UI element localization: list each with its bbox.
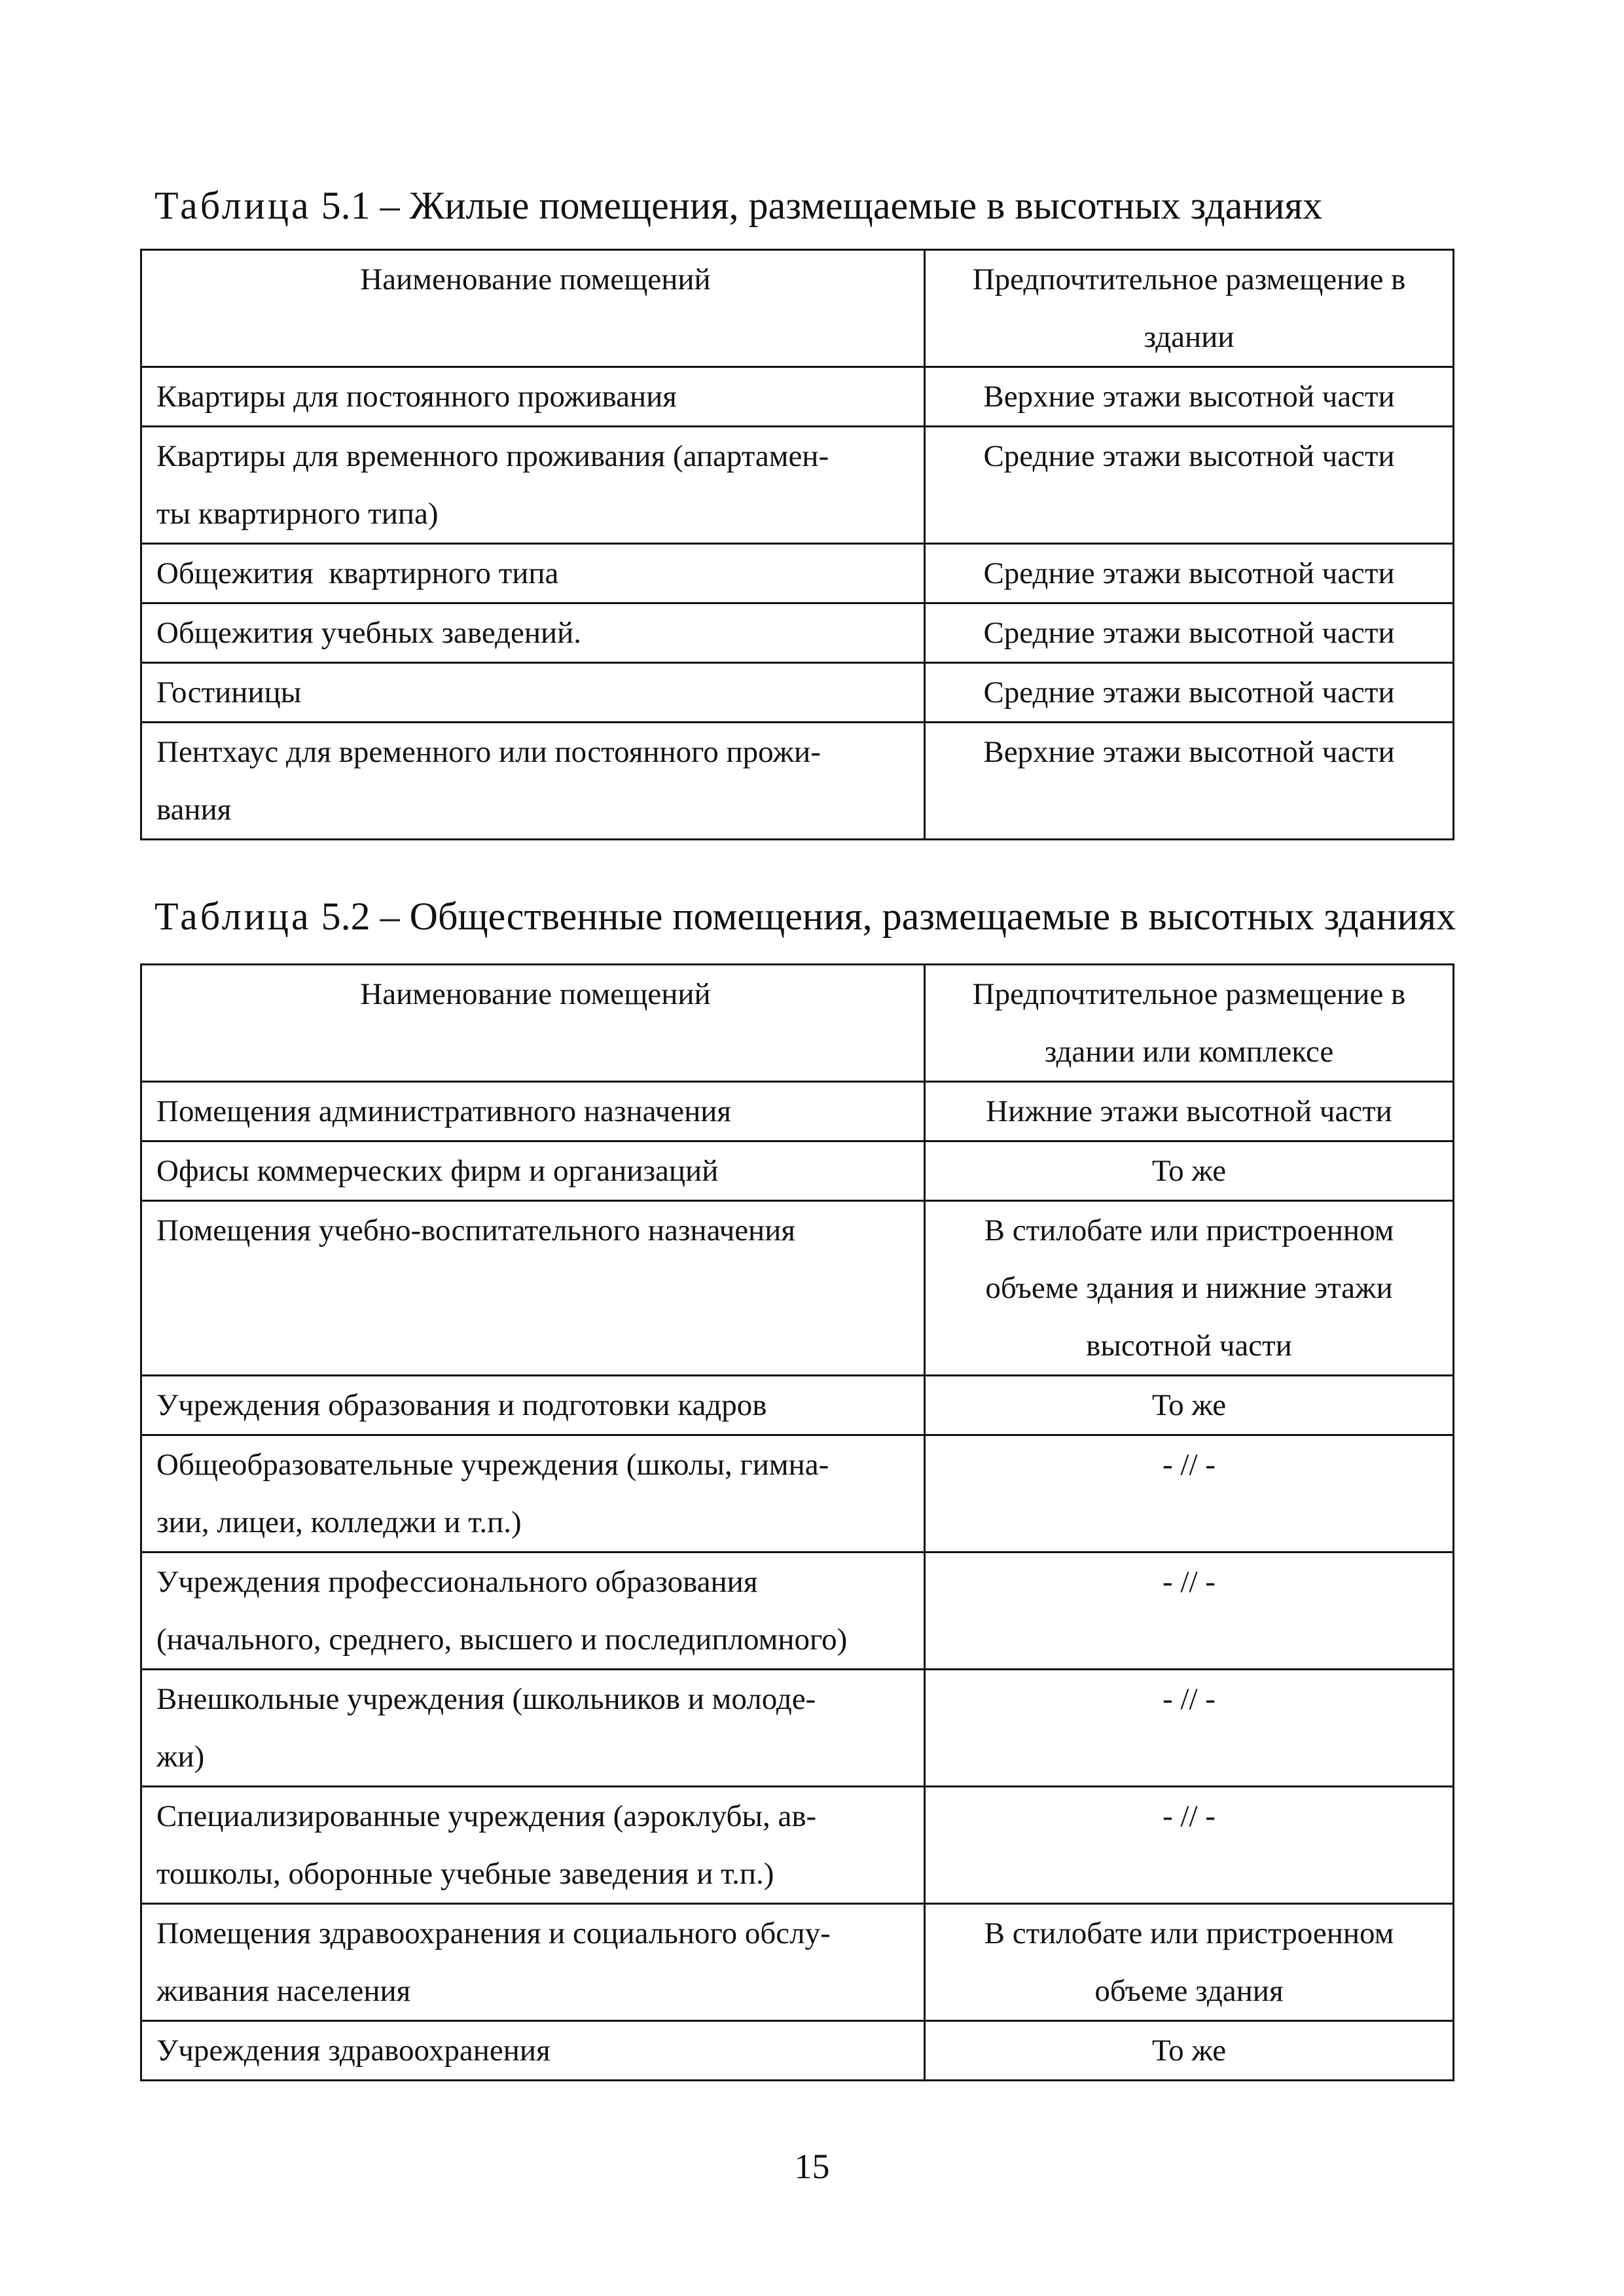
table-row xyxy=(141,367,1454,427)
cell-line: Средние этажи высотной части xyxy=(983,439,1395,473)
cell-line: То же xyxy=(1151,1388,1227,1422)
table-row xyxy=(141,1904,1454,2021)
table-row xyxy=(141,427,1454,544)
cell-line: объеме здания xyxy=(1094,1974,1284,2008)
header-cell-placement xyxy=(925,965,1454,1082)
cell-line: В стилобате или пристроенном xyxy=(984,1916,1394,1950)
cell-line: Средние этажи высотной части xyxy=(983,556,1395,590)
cell-placement xyxy=(925,1141,1454,1201)
cell-line: Нижние этажи высотной части xyxy=(986,1094,1392,1128)
table-1-caption-text: 5.1 – Жилые помещения, размещаемые в высотных зданиях xyxy=(321,184,1323,227)
cell-line: Помещения здравоохранения и социального обслу- xyxy=(156,1916,831,1950)
cell-name xyxy=(141,544,925,603)
cell-line: - // - xyxy=(1163,1448,1216,1482)
header-label-line: Предпочтительное размещение в xyxy=(972,262,1406,296)
cell-placement xyxy=(925,1201,1454,1376)
header-label: Наименование помещений xyxy=(360,977,711,1011)
cell-placement xyxy=(925,663,1454,723)
cell-line: Офисы коммерческих фирм и организаций xyxy=(156,1154,719,1188)
cell-name xyxy=(141,1904,925,2021)
cell-line: То же xyxy=(1151,1154,1227,1188)
header-label-line: здании xyxy=(1144,320,1235,354)
cell-line: объеме здания и нижние этажи xyxy=(985,1271,1393,1305)
page-number: 15 xyxy=(794,2147,830,2186)
cell-placement xyxy=(925,1376,1454,1435)
cell-line: Общеобразовательные учреждения (школы, гимна- xyxy=(156,1448,829,1482)
table-row xyxy=(141,1787,1454,1904)
table-row xyxy=(141,544,1454,603)
cell-placement xyxy=(925,723,1454,840)
cell-placement xyxy=(925,1435,1454,1552)
cell-line: Специализированные учреждения (аэроклубы, ав- xyxy=(156,1799,817,1833)
table-header-row xyxy=(141,250,1454,367)
table-row xyxy=(141,603,1454,663)
cell-line: ты квартирного типа) xyxy=(156,497,439,531)
cell-line: - // - xyxy=(1163,1799,1216,1833)
cell-name xyxy=(141,1552,925,1670)
table-1-caption-label: Таблица xyxy=(154,184,312,227)
cell-line: жи) xyxy=(156,1740,205,1774)
cell-name xyxy=(141,367,925,427)
cell-line: тошколы, оборонные учебные заведения и т.п.) xyxy=(156,1857,774,1891)
cell-line: (начального, среднего, высшего и последипломного) xyxy=(156,1623,848,1657)
cell-line: зии, лицеи, колледжи и т.п.) xyxy=(156,1505,522,1539)
cell-line: Квартиры для временного проживания (апартамен- xyxy=(156,439,829,473)
table-header-row xyxy=(141,965,1454,1082)
table-row xyxy=(141,663,1454,723)
cell-placement xyxy=(925,544,1454,603)
cell-line: Пентхаус для временного или постоянного прожи- xyxy=(156,735,821,769)
cell-line: живания населения xyxy=(156,1974,411,2008)
table-row xyxy=(141,1141,1454,1201)
cell-placement xyxy=(925,427,1454,544)
cell-name xyxy=(141,1435,925,1552)
header-cell-name xyxy=(141,965,925,1082)
cell-placement xyxy=(925,1082,1454,1141)
cell-line: Средние этажи высотной части xyxy=(983,616,1395,650)
cell-line: Верхние этажи высотной части xyxy=(983,735,1395,769)
cell-placement xyxy=(925,1670,1454,1787)
cell-line: Средние этажи высотной части xyxy=(983,675,1395,709)
cell-placement xyxy=(925,2021,1454,2081)
table-row xyxy=(141,1435,1454,1552)
cell-name xyxy=(141,1787,925,1904)
cell-placement xyxy=(925,1904,1454,2021)
cell-line: Учреждения здравоохранения xyxy=(156,2034,550,2068)
cell-name xyxy=(141,427,925,544)
table-row xyxy=(141,1201,1454,1376)
cell-name xyxy=(141,1376,925,1435)
table-public-premises xyxy=(140,963,1454,2081)
header-label: Наименование помещений xyxy=(360,262,711,296)
cell-line: - // - xyxy=(1163,1565,1216,1599)
cell-line: Общежития квартирного типа xyxy=(156,556,559,590)
header-cell-placement xyxy=(925,250,1454,367)
cell-line: Помещения административного назначения xyxy=(156,1094,731,1128)
cell-placement xyxy=(925,603,1454,663)
table-2-caption-label: Таблица xyxy=(154,895,312,938)
cell-line: Учреждения профессионального образования xyxy=(156,1565,758,1599)
table-2-caption-text: 5.2 – Общественные помещения, размещаемые в высотных зданиях xyxy=(321,895,1456,938)
cell-line: То же xyxy=(1151,2034,1227,2068)
cell-placement xyxy=(925,1787,1454,1904)
cell-placement xyxy=(925,367,1454,427)
table-row xyxy=(141,1552,1454,1670)
cell-line: В стилобате или пристроенном xyxy=(984,1213,1394,1247)
cell-name xyxy=(141,1670,925,1787)
cell-line: вания xyxy=(156,793,232,827)
cell-name xyxy=(141,663,925,723)
cell-line: Гостиницы xyxy=(156,675,302,709)
header-cell-name xyxy=(141,250,925,367)
cell-line: Квартиры для постоянного проживания xyxy=(156,380,677,414)
cell-line: - // - xyxy=(1163,1682,1216,1716)
header-label-line: здании или комплексе xyxy=(1044,1035,1334,1069)
cell-name xyxy=(141,2021,925,2081)
table-row xyxy=(141,1670,1454,1787)
table-2-caption xyxy=(154,893,1456,940)
table-residential-premises xyxy=(140,249,1454,840)
cell-line: высотной части xyxy=(1086,1329,1292,1363)
cell-name xyxy=(141,1141,925,1201)
cell-line: Верхние этажи высотной части xyxy=(983,380,1395,414)
cell-name xyxy=(141,1201,925,1376)
table-1-caption xyxy=(154,182,1322,229)
cell-name xyxy=(141,603,925,663)
cell-line: Помещения учебно-воспитательного назначения xyxy=(156,1213,795,1247)
cell-line: Внешкольные учреждения (школьников и молоде- xyxy=(156,1682,816,1716)
table-row xyxy=(141,1082,1454,1141)
cell-placement xyxy=(925,1552,1454,1670)
cell-name xyxy=(141,1082,925,1141)
table-row xyxy=(141,1376,1454,1435)
cell-name xyxy=(141,723,925,840)
table-row xyxy=(141,723,1454,840)
cell-line: Общежития учебных заведений. xyxy=(156,616,582,650)
cell-line: Учреждения образования и подготовки кадров xyxy=(156,1388,767,1422)
header-label-line: Предпочтительное размещение в xyxy=(972,977,1406,1011)
table-row xyxy=(141,2021,1454,2081)
